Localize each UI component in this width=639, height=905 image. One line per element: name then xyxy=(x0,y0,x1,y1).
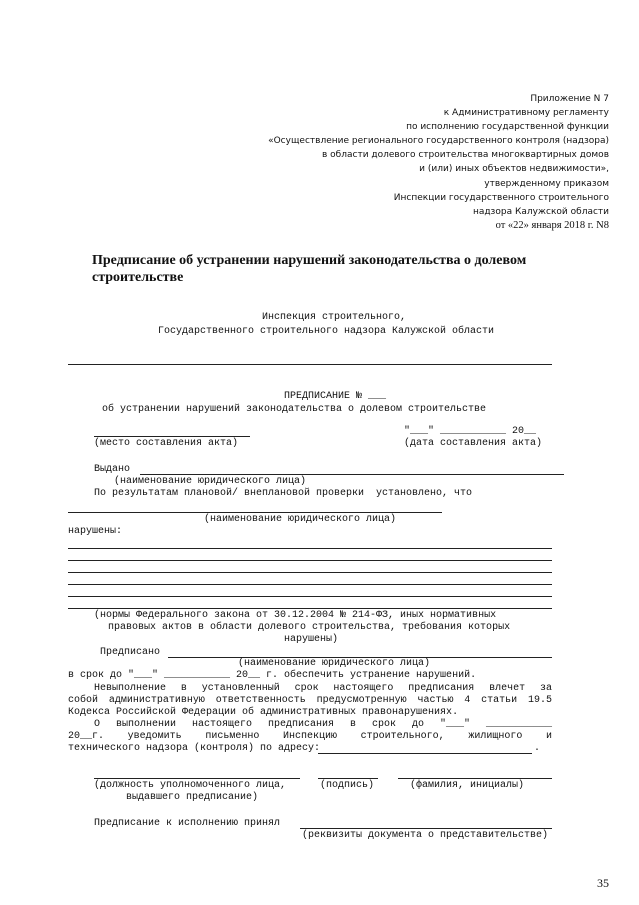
norms-caption-line-1: (нормы Федерального закона от 30.12.2004 № 214-ФЗ, иных нормативных xyxy=(94,610,497,621)
address-period: . xyxy=(534,743,541,754)
prescribed-caption: (наименование юридического лица) xyxy=(238,658,431,669)
issued-blank-line xyxy=(140,474,564,475)
annex-line: надзора Калужской области xyxy=(472,206,609,217)
official-blank-line xyxy=(94,778,300,779)
notify-line-1: О выполнении настоящего предписания в срок до "___" ___________ xyxy=(94,719,552,730)
official-caption-line-2: выдавшего предписание) xyxy=(126,792,259,803)
prescribed-label: Предписано xyxy=(100,647,161,658)
annex-line: к Административному регламенту xyxy=(443,108,609,119)
annex-line: в области долевого строительства многоквартирных домов xyxy=(322,150,609,161)
violated-label: нарушены: xyxy=(68,526,123,537)
violations-line xyxy=(68,548,552,549)
page-number: 35 xyxy=(597,876,609,890)
order-heading: ПРЕДПИСАНИЕ № ___ xyxy=(284,391,387,402)
annex-line: Инспекции государственного строительного xyxy=(393,192,609,203)
violations-line xyxy=(68,560,552,561)
date-caption: (дата составления акта) xyxy=(404,438,543,449)
violations-line xyxy=(68,572,552,573)
annex-date-line: от «22» января 2018 г. N8 xyxy=(495,219,609,231)
deadline-text: в срок до "___" ___________ 20__ г. обеспечить устранение нарушений. xyxy=(68,670,477,681)
notify-line-3: технического надзора (контроля) по адресу: xyxy=(68,743,321,754)
date-blank: "___" ___________ 20__ xyxy=(404,426,537,437)
entity-caption: (наименование юридического лица) xyxy=(204,514,397,525)
nonfulfilment-line-3: Кодекса Российской Федерации об административных правонарушениях. xyxy=(68,707,459,718)
place-blank-line xyxy=(94,436,250,437)
inspection-underline xyxy=(68,364,552,365)
notify-line-2: 20__г. уведомить письменно Инспекцию строительного, жилищного и xyxy=(68,731,552,742)
signature-caption: (подпись) xyxy=(320,780,375,791)
annex-line: Приложение N 7 xyxy=(530,94,609,104)
official-caption-line-1: (должность уполномоченного лица, xyxy=(94,780,287,791)
accepted-label: Предписание к исполнению принял xyxy=(94,818,281,829)
nonfulfilment-line-2: собой административную ответственность предусмотренную частью 4 статьи 19.5 xyxy=(68,695,552,706)
name-caption: (фамилия, инициалы) xyxy=(410,780,525,791)
address-blank-line xyxy=(318,753,532,754)
issued-caption: (наименование юридического лица) xyxy=(114,476,307,487)
norms-caption-line-2: правовых актов в области долевого строительства, требования которых xyxy=(108,622,511,633)
representative-caption: (реквизиты документа о представительстве) xyxy=(302,830,549,841)
annex-header xyxy=(268,92,609,233)
order-subheading: об устранении нарушений законодательства о долевом строительстве xyxy=(102,404,487,415)
accepted-blank-line xyxy=(300,828,552,829)
annex-line: и (или) иных объектов недвижимости», xyxy=(419,164,609,175)
document-title: Предписание об устранении нарушений законодательства о долевом строительстве xyxy=(92,253,527,285)
annex-line: по исполнению государственной функции xyxy=(406,122,609,133)
violations-line xyxy=(68,584,552,585)
norms-caption-line-3: нарушены) xyxy=(284,634,339,645)
annex-line: «Осуществление регионального государственного контроля (надзора) xyxy=(268,136,609,147)
nonfulfilment-line-1: Невыполнение в установленный срок настоящего предписания влечет за xyxy=(94,683,552,694)
entity-blank-line xyxy=(68,512,442,513)
violations-line xyxy=(68,608,552,609)
signature-blank-line xyxy=(318,778,378,779)
inspection-line-1: Инспекция строительного, xyxy=(262,312,407,323)
violations-line xyxy=(68,596,552,597)
issued-label: Выдано xyxy=(94,464,131,475)
annex-line: утвержденному приказом xyxy=(484,178,609,189)
name-blank-line xyxy=(398,778,552,779)
place-caption: (место составления акта) xyxy=(94,438,239,449)
inspection-line-2: Государственного строительного надзора Калужской области xyxy=(158,326,495,337)
inspection-result-text: По результатам плановой/ внеплановой проверки установлено, что xyxy=(94,488,473,499)
